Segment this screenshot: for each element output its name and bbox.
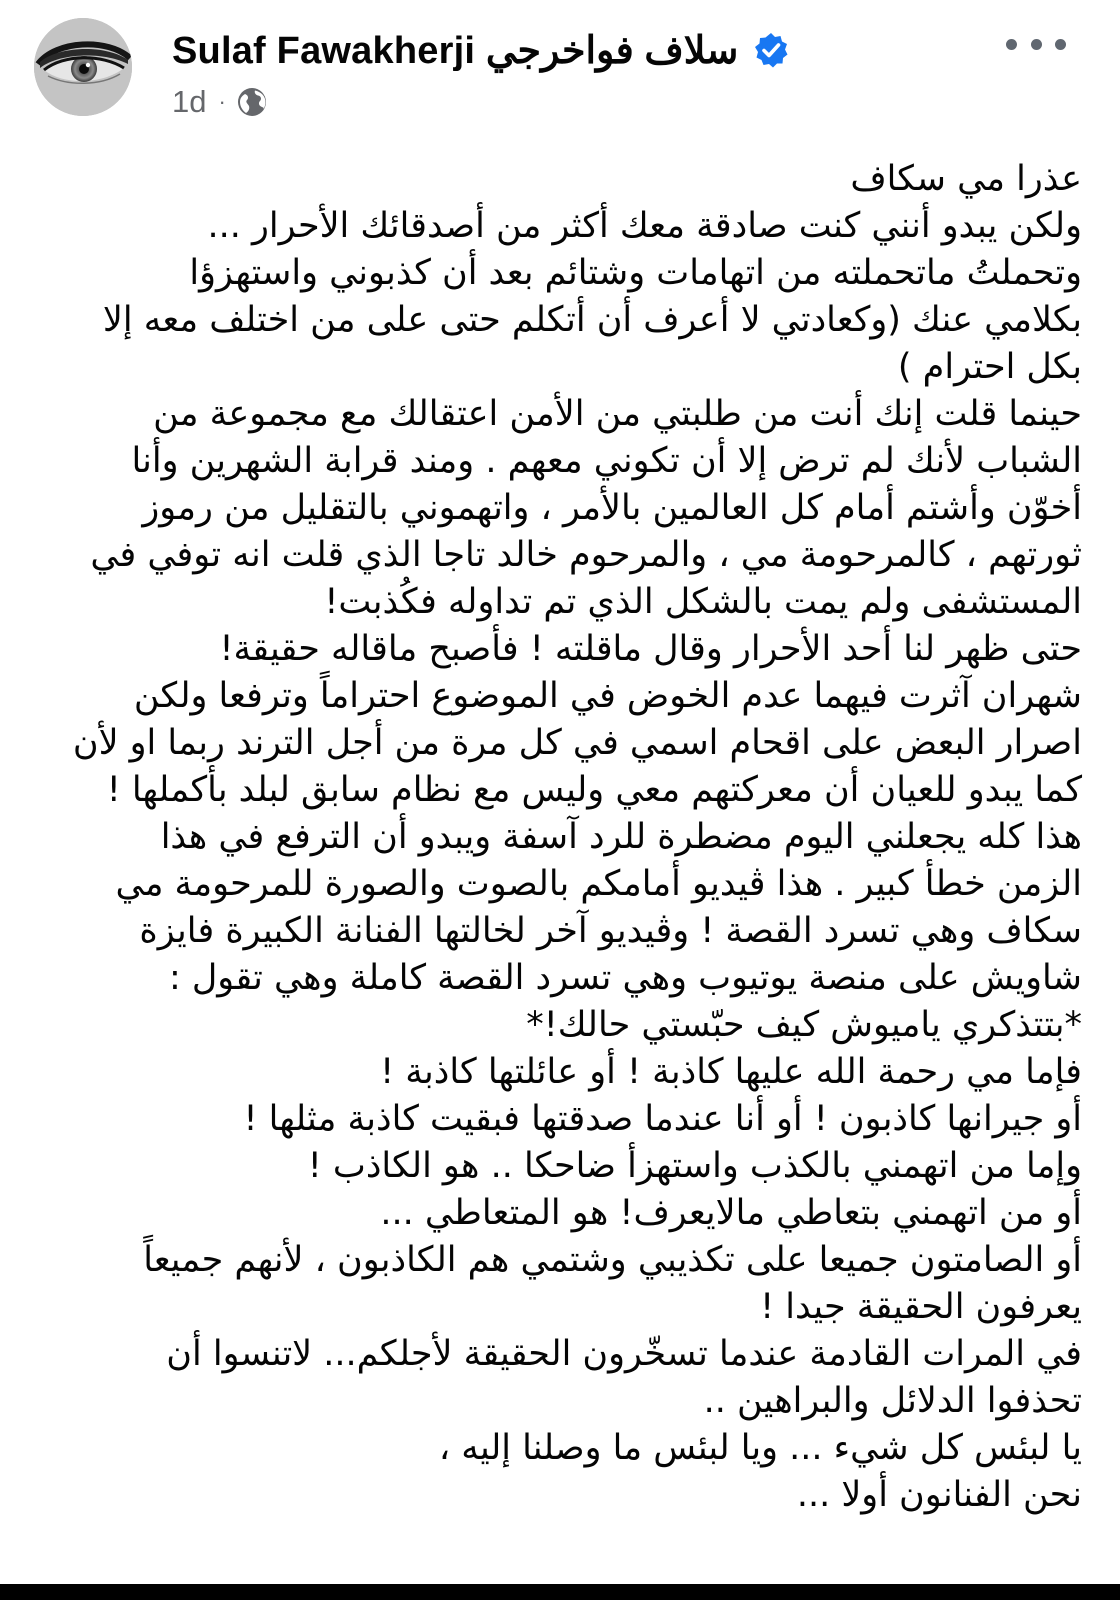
post-line: ثورتهم ، كالمرحومة مي ، والمرحوم خالد تاجا الذي قلت انه توفي في bbox=[90, 535, 1082, 575]
post-text bbox=[30, 156, 1082, 1519]
post-line: وتحملتُ ماتحملته من اتهامات وشتائم بعد أن كذبوني واستهزؤا bbox=[189, 253, 1082, 293]
more-options-button[interactable] bbox=[1006, 24, 1066, 64]
post-line: فإما مي رحمة الله عليها كاذبة ! أو عائلتها كاذبة ! bbox=[380, 1052, 1082, 1092]
post-line: أخوّن وأشتم أمام كل العالمين بالأمر ، واتهموني بالتقليل من رموز bbox=[142, 488, 1082, 528]
verified-badge-icon bbox=[752, 31, 790, 69]
post-line: أو الصامتون جميعا على تكذيبي وشتمي هم الكاذبون ، لأنهم جميعاً bbox=[143, 1240, 1082, 1280]
post-line: سكاف وهي تسرد القصة ! وڤيديو آخر لخالتها الفنانة الكبيرة فايزة bbox=[139, 911, 1082, 951]
post-line: عذرا مي سكاف bbox=[850, 159, 1082, 199]
post-line: وإما من اتهمني بالكذب واستهزأ ضاحكا .. هو الكاذب ! bbox=[307, 1146, 1082, 1186]
post-line: بكلامي عنك (وكعادتي لا أعرف أن أتكلم حتى على من اختلف معه إلا bbox=[102, 300, 1082, 340]
post-line: أو من اتهمني بتعاطي مالايعرف! هو المتعاطي ... bbox=[380, 1193, 1082, 1233]
post-line: حينما قلت إنك أنت من طلبتي من الأمن اعتقالك مع مجموعة من bbox=[153, 394, 1082, 434]
post-line: أو جيرانها كاذبون ! أو أنا عندما صدقتها فبقيت كاذبة مثلها ! bbox=[243, 1099, 1082, 1139]
post-line: بكل احترام ) bbox=[897, 347, 1082, 387]
avatar[interactable] bbox=[34, 18, 132, 116]
post-line: شهران آثرت فيهما عدم الخوض في الموضوع احتراماً وترفعا ولكن bbox=[133, 676, 1082, 716]
meta-separator: · bbox=[218, 89, 226, 114]
author-name-row bbox=[172, 24, 790, 76]
post-line: الزمن خطأ كبير . هذا ڤيديو أمامكم بالصوت والصورة للمرحومة مي bbox=[115, 864, 1082, 904]
post-line: شاويش على منصة يوتيوب وهي تسرد القصة كاملة وهي تقول : bbox=[168, 958, 1082, 998]
post-line: حتى ظهر لنا أحد الأحرار وقال ماقلته ! فأصبح ماقاله حقيقة! bbox=[219, 629, 1082, 669]
post-line: ولكن يبدو أنني كنت صادقة معك أكثر من أصدقائك الأحرار ... bbox=[207, 206, 1082, 246]
avatar-eye-image bbox=[34, 18, 132, 116]
more-options-dot bbox=[1031, 39, 1042, 50]
post-line: كما يبدو للعيان أن معركتهم معي وليس مع نظام سابق لبلد بأكملها ! bbox=[106, 770, 1082, 810]
more-options-dot bbox=[1055, 39, 1066, 50]
post-line: يعرفون الحقيقة جيدا ! bbox=[760, 1287, 1082, 1327]
post-line: اصرار البعض على اقحام اسمي في كل مرة من أجل الترند ربما او لأن bbox=[72, 723, 1082, 763]
bottom-edge-bar bbox=[0, 1584, 1120, 1600]
post-line: يا لبئس كل شيء ... ويا لبئس ما وصلنا إليه ، bbox=[438, 1428, 1082, 1468]
post-line: تحذفوا الدلائل والبراهين .. bbox=[703, 1381, 1082, 1421]
author-name[interactable]: Sulaf Fawakherji سلاف فواخرجي bbox=[172, 29, 739, 72]
more-options-dot bbox=[1006, 39, 1017, 50]
post-timestamp[interactable]: 1d bbox=[172, 84, 207, 119]
globe-icon[interactable] bbox=[236, 86, 268, 118]
post-meta bbox=[172, 82, 268, 122]
post-line: هذا كله يجعلني اليوم مضطرة للرد آسفة ويبدو أن الترفع في هذا bbox=[160, 817, 1082, 857]
post-line: الشباب لأنك لم ترض إلا أن تكوني معهم . ومند قرابة الشهرين وأنا bbox=[131, 441, 1082, 481]
post-line: المستشفى ولم يمت بالشكل الذي تم تداوله فكُذبت! bbox=[324, 582, 1082, 622]
post-line: *بتتذكري ياميوش كيف حبّستي حالك!* bbox=[526, 1005, 1082, 1045]
post-line: في المرات القادمة عندما تسخّرون الحقيقة لأجلكم... لاتنسوا أن bbox=[166, 1334, 1082, 1374]
post-line: نحن الفنانون أولا ... bbox=[796, 1475, 1082, 1515]
